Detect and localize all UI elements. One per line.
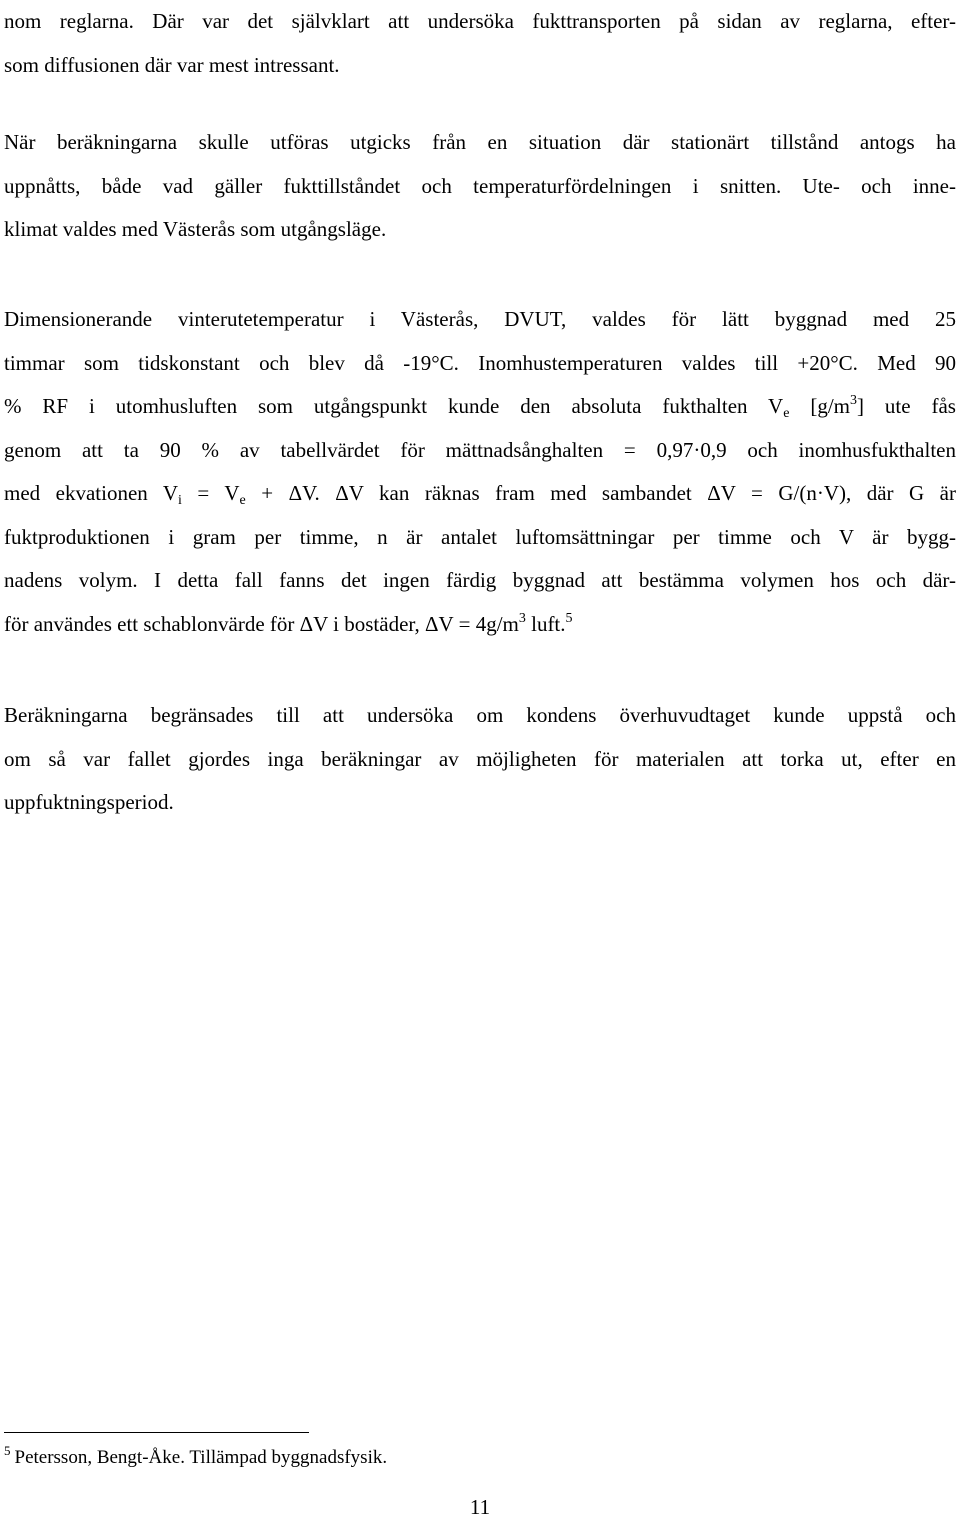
superscript-3: 3 (850, 393, 858, 408)
text-line: genom att ta 90 % av tabellvärdet för mättnadsånghalten = 0,97·0,9 och inomhusfukthalten (4, 437, 956, 462)
text-line: nadens volym. I detta fall fanns det ingen färdig byggnad att bestämma volymen hos och där- (4, 568, 956, 592)
text-line: Beräkningarna begränsades till att undersöka om kondens överhuvudtaget kunde uppstå och (4, 703, 956, 727)
text-line: uppnåtts, både vad gäller fukttillståndet och temperaturfördelningen i snitten. Ute- och inne- (4, 173, 956, 198)
text-line: fuktproduktionen i gram per timme, n är antalet luftomsättningar per timme och V är bygg- (4, 524, 956, 549)
text-line: Dimensionerande vinterutetemperatur i Västerås, DVUT, valdes för lätt byggnad med 25 (4, 307, 956, 331)
text-line: nom reglarna. Där var det självklart att undersöka fukttransporten på sidan av reglarna, efter- (4, 9, 956, 33)
superscript-3: 3 (518, 610, 526, 626)
paragraph-3 (4, 298, 956, 646)
footnote-separator (4, 1432, 309, 1433)
page-number: 11 (469, 1495, 491, 1519)
text-line: för användes ett schablonvärde för ΔV i bostäder, $\Delta V = 4g/m^3$ luft.$^5$ (4, 610, 573, 636)
text-line: med ekvationen $V_i = V_e + \Delta V$. ΔV kan räknas fram med sambandet ΔV = G/(n·V), där G är (4, 481, 956, 508)
text-line: om så var fallet gjordes inga beräkningar av möjligheten för materialen att torka ut, efter en (4, 746, 956, 771)
paragraph-1 (4, 0, 956, 87)
text-line: uppfuktningsperiod. (4, 790, 174, 814)
subscript-i: i (178, 493, 182, 508)
text-line: timmar som tidskonstant och blev då -19°C. Inomhustemperaturen valdes till +20°C. Med 90 (4, 350, 956, 375)
subscript-e: e (239, 493, 246, 508)
subscript-e: e (783, 406, 790, 421)
paragraph-2 (4, 121, 956, 252)
footnote (4, 1443, 388, 1470)
paragraph-4 (4, 694, 956, 825)
footnote-number: 5 (4, 1443, 11, 1458)
text-line: När beräkningarna skulle utföras utgicks från en situation där stationärt tillstånd antogs ha (4, 130, 956, 154)
footnote-text: Petersson, Bengt-Åke. Tillämpad byggnadsfysik. (14, 1447, 388, 1468)
text-line: klimat valdes med Västerås som utgångsläge. (4, 217, 387, 241)
text-line: % RF i utomhusluften som utgångspunkt kunde den absoluta fukthalten $V_e$ $[g/m^3]$ ute fås (4, 393, 956, 421)
footnote-reference[interactable]: 5 (565, 610, 573, 626)
text-line: som diffusionen där var mest intressant. (4, 52, 340, 77)
